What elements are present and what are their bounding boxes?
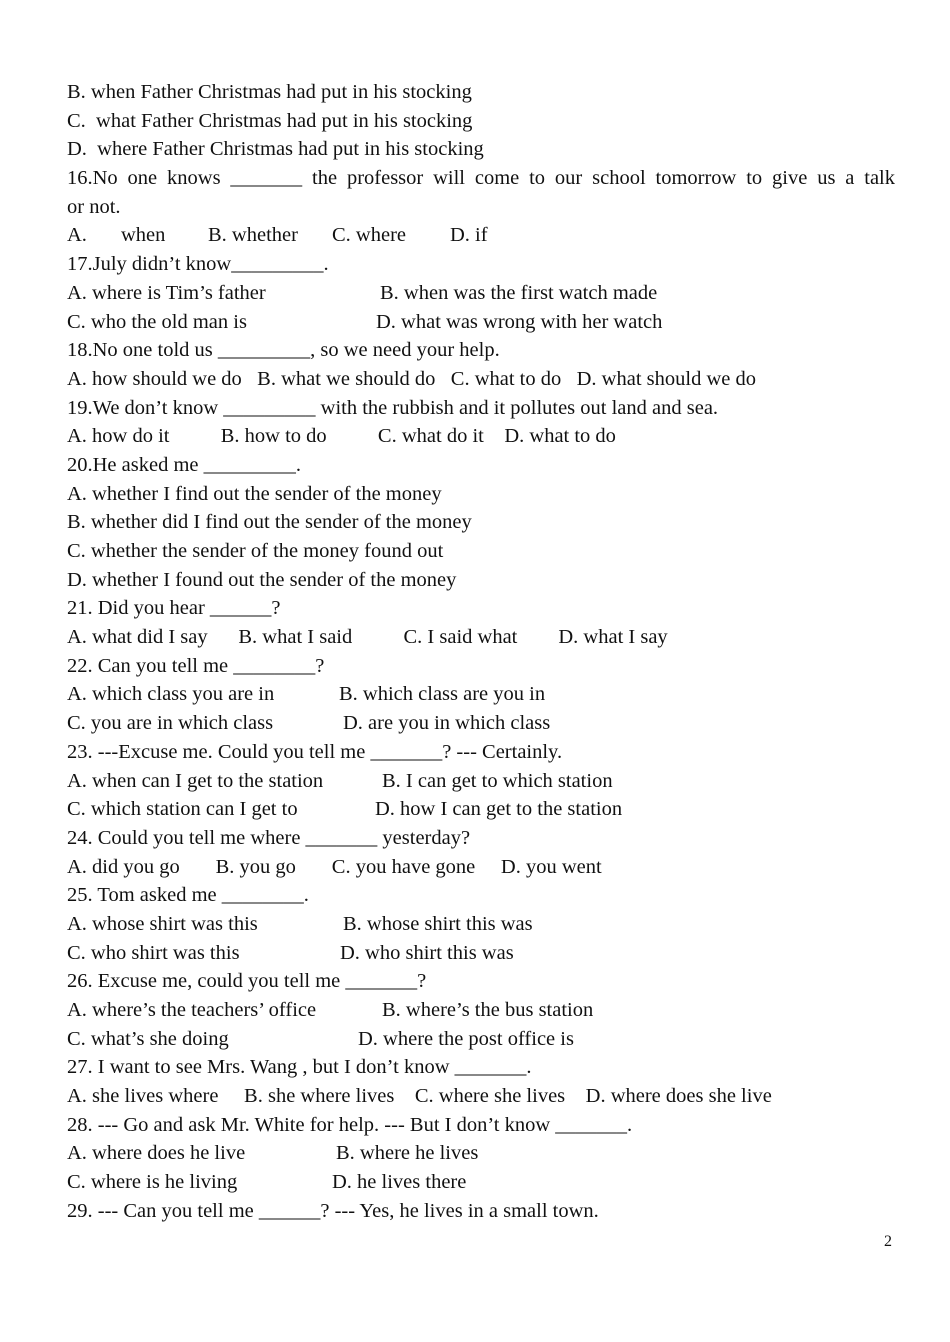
q27-stem: 27. I want to see Mrs. Wang , but I don’t know _______.	[67, 1056, 532, 1079]
q23-options-row-2	[67, 795, 895, 824]
q29-stem: 29. --- Can you tell me ______? --- Yes, he lives in a small town.	[67, 1199, 599, 1222]
q20-stem: 20.He asked me _________.	[67, 453, 301, 476]
q15-option-d: D. where Father Christmas had put in his stocking	[67, 138, 484, 161]
q28-stem: 28. --- Go and ask Mr. White for help. --- But I don’t know _______.	[67, 1113, 633, 1136]
q22-options-row-1	[67, 680, 895, 709]
q17-option-a: A. where is Tim’s father	[67, 281, 266, 304]
q21-options: A. what did I say B. what I said C. I said what D. what I say	[67, 626, 668, 649]
q23-option-b: B. I can get to which station	[382, 769, 613, 792]
q17-options-row-2	[67, 308, 895, 337]
q22-options-row-2	[67, 709, 895, 738]
q15-option-b: B. when Father Christmas had put in his stocking	[67, 81, 472, 103]
q22-option-c: C. you are in which class	[67, 712, 274, 735]
q28-option-b: B. where he lives	[336, 1142, 479, 1165]
q16-stem: 16.No one knows _______ the professor will come to our school tomorrow to give us a talk	[67, 167, 895, 190]
q22-option-d: D. are you in which class	[343, 712, 551, 735]
q17-option-d: D. what was wrong with her watch	[376, 310, 663, 333]
q19-options: A. how do it B. how to do C. what do it D. what to do	[67, 425, 616, 448]
q26-options-row-1	[67, 996, 895, 1025]
q25-option-c: C. who shirt was this	[67, 941, 240, 964]
q25-options-row-2	[67, 939, 895, 968]
q17-option-c: C. who the old man is	[67, 310, 247, 333]
q16-options	[67, 221, 895, 250]
q16-option-a-letter: A.	[67, 224, 87, 247]
q25-stem: 25. Tom asked me ________.	[67, 884, 309, 907]
q25-options-row-1	[67, 910, 895, 939]
q21-stem: 21. Did you hear ______?	[67, 597, 281, 620]
q24-options: A. did you go B. you go C. you have gone D. you went	[67, 855, 602, 878]
q20-option-c: C. whether the sender of the money found out	[67, 540, 444, 562]
q20-option-d: D. whether I found out the sender of the money	[67, 568, 457, 591]
q23-stem: 23. ---Excuse me. Could you tell me _______? --- Certainly.	[67, 740, 563, 763]
q22-stem: 22. Can you tell me ________?	[67, 654, 325, 677]
q23-option-c: C. which station can I get to	[67, 798, 298, 821]
q26-option-c: C. what’s she doing	[67, 1027, 229, 1050]
q24-stem: 24. Could you tell me where _______ yesterday?	[67, 826, 471, 849]
q16-option-b: B. whether	[208, 224, 298, 247]
q26-stem: 26. Excuse me, could you tell me _______?	[67, 970, 427, 993]
q26-options-row-2	[67, 1025, 895, 1054]
q18-stem: 18.No one told us _________, so we need your help.	[67, 339, 500, 362]
page-number: 2	[884, 1233, 892, 1250]
q26-option-b: B. where’s the bus station	[382, 999, 594, 1021]
q22-option-a: A. which class you are in	[67, 683, 275, 706]
q15-option-c: C. what Father Christmas had put in his stocking	[67, 109, 473, 132]
question-list	[67, 78, 895, 1226]
q25-option-b: B. whose shirt this was	[343, 912, 533, 935]
q28-option-d: D. he lives there	[332, 1171, 467, 1194]
q26-option-d: D. where the post office is	[358, 1027, 574, 1050]
q18-options: A. how should we do B. what we should do C. what to do D. what should we do	[67, 367, 756, 390]
q25-option-a: A. whose shirt was this	[67, 912, 258, 935]
q28-options-row-1	[67, 1139, 895, 1168]
q27-options: A. she lives where B. she where lives C. where she lives D. where does she live	[67, 1085, 772, 1108]
q20-option-a: A. whether I find out the sender of the money	[67, 482, 442, 505]
q25-option-d: D. who shirt this was	[340, 941, 514, 964]
q23-options-row-1	[67, 767, 895, 796]
q17-options-row-1	[67, 279, 895, 308]
q23-option-a: A. when can I get to the station	[67, 769, 324, 792]
q16-option-c: C. where	[332, 224, 407, 247]
q17-option-b: B. when was the first watch made	[380, 281, 658, 304]
q28-options-row-2	[67, 1168, 895, 1197]
q28-option-a: A. where does he live	[67, 1142, 246, 1165]
q20-option-b: B. whether did I find out the sender of the money	[67, 511, 472, 534]
q16-option-a-text: when	[121, 224, 166, 247]
q16-stem-continued: or not.	[67, 195, 121, 218]
q23-option-d: D. how I can get to the station	[375, 798, 623, 821]
q17-stem: 17.July didn’t know_________.	[67, 253, 329, 276]
q28-option-c: C. where is he living	[67, 1171, 238, 1194]
q22-option-b: B. which class are you in	[339, 683, 546, 706]
q19-stem: 19.We don’t know _________ with the rubbish and it pollutes out land and sea.	[67, 396, 719, 419]
q16-option-d: D. if	[450, 224, 488, 247]
q26-option-a: A. where’s the teachers’ office	[67, 999, 317, 1021]
